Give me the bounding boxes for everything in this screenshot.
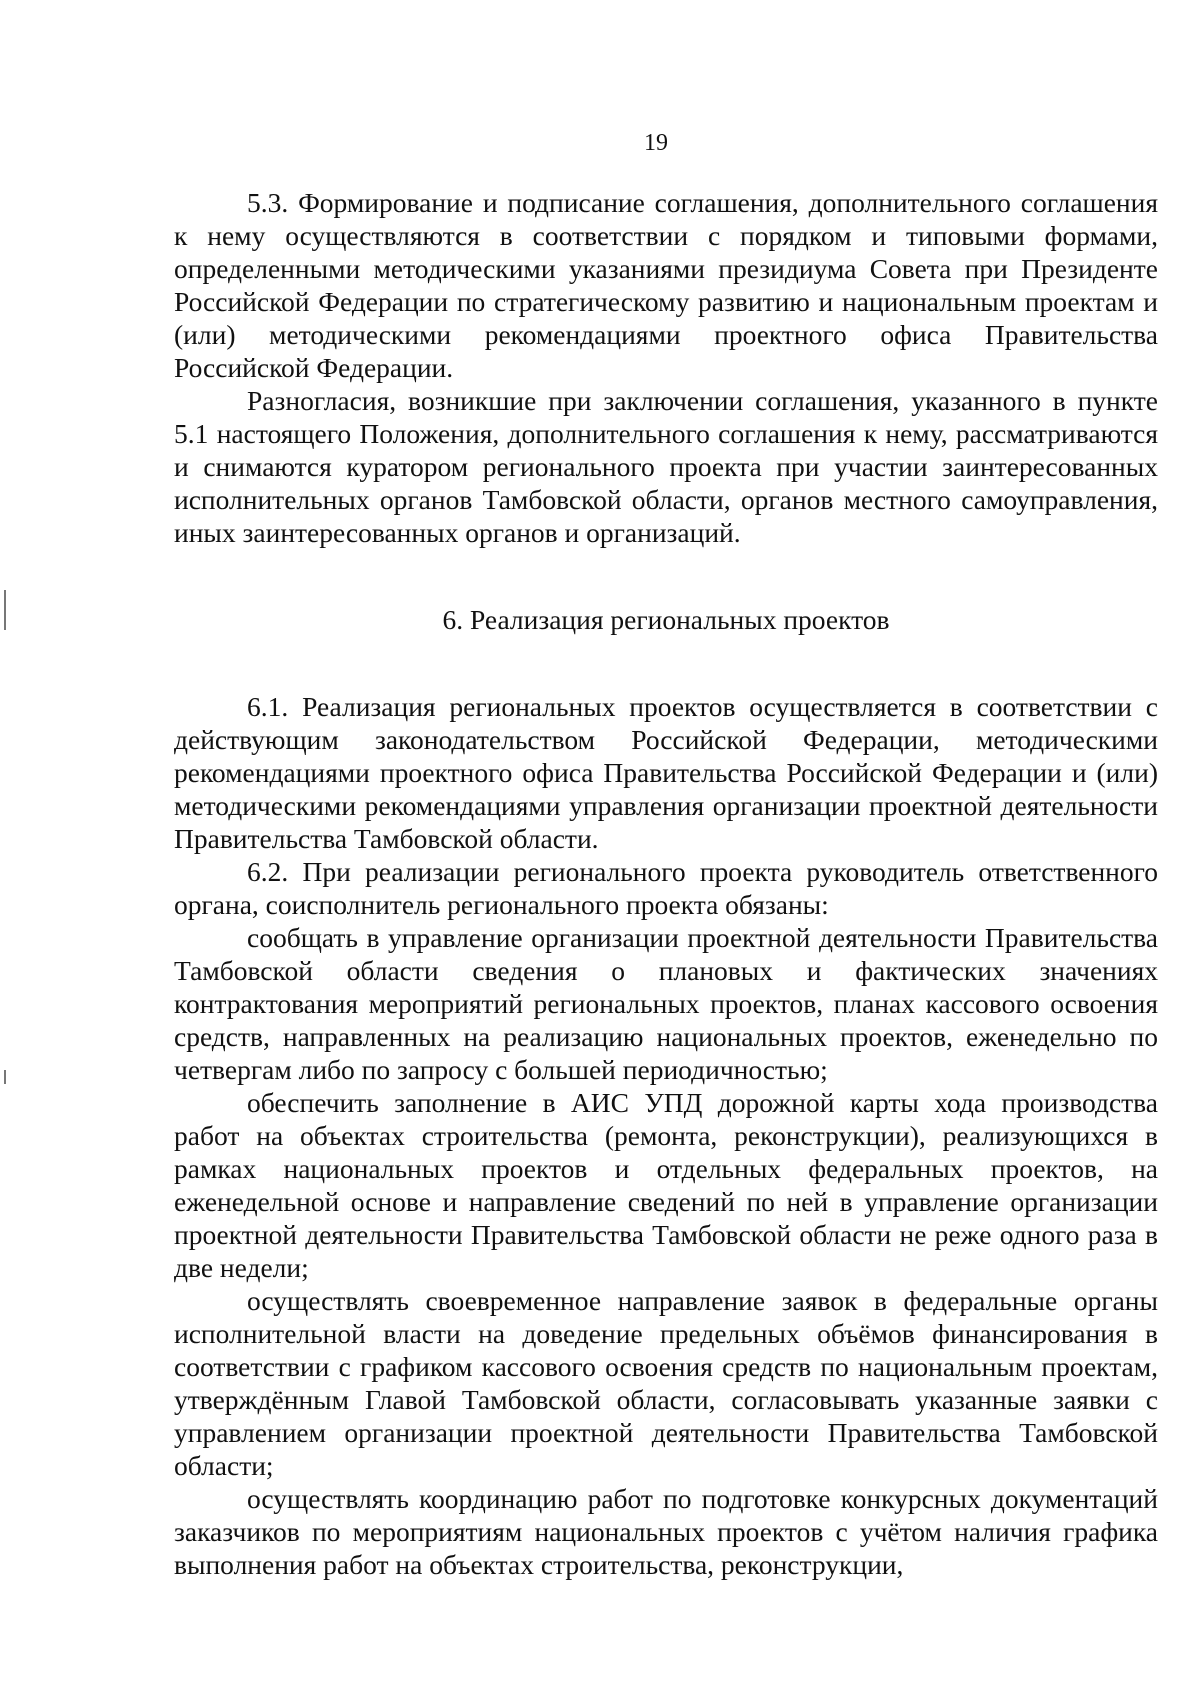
paragraph-5-3: 5.3. Формирование и подписание соглашения, дополнительного соглашения к нему осуществляются в соответствии с порядком и типовыми формами, определенными методическими указаниями президиума Совета при Президенте Российской Федерации по стратегическому развитию и национальным проектам и (или) методическими рекомендациями проектного офиса Правительства Российской Федерации. (174, 187, 1158, 383)
paragraph-6-2: 6.2. При реализации регионального проекта руководитель ответственного органа, соисполнитель регионального проекта обязаны: (174, 856, 1158, 920)
obligation-report: сообщать в управление организации проектной деятельности Правительства Тамбовской области сведения о плановых и фактических значениях контрактования мероприятий региональных проектов, планах кассового освоения средств, направленных на реализацию национальных проектов, еженедельно по четвергам либо по запросу с большей периодичностью; (174, 922, 1158, 1085)
obligation-coordination: осуществлять координацию работ по подготовке конкурсных документаций заказчиков по мероприятиям национальных проектов с учётом наличия графика выполнения работ на объектах строительства, реконструкции, (174, 1483, 1158, 1580)
obligation-requests: осуществлять своевременное направление заявок в федеральные органы исполнительной власти на доведение предельных объёмов финансирования в соответствии с графиком кассового освоения средств по национальным проектам, утверждённым Главой Тамбовской области, согласовывать указанные заявки с управлением организации проектной деятельности Правительства Тамбовской области; (174, 1285, 1158, 1481)
page-number: 19 (644, 130, 668, 156)
paragraph-disagreements: Разногласия, возникшие при заключении соглашения, указанного в пункте 5.1 настоящего Положения, дополнительного соглашения к нему, рассматриваются и снимаются куратором регионального проекта при участии заинтересованных исполнительных органов Тамбовской области, органов местного самоуправления, иных заинтересованных органов и организаций. (174, 385, 1158, 548)
obligation-roadmap: обеспечить заполнение в АИС УПД дорожной карты хода производства работ на объектах строительства (ремонта, реконструкции), реализующихся в рамках национальных проектов и отдельных федеральных проектов, на еженедельной основе и направление сведений по ней в управление организации проектной деятельности Правительства Тамбовской области не реже одного раза в две недели; (174, 1087, 1158, 1283)
paragraph-6-1: 6.1. Реализация региональных проектов осуществляется в соответствии с действующим законодательством Российской Федерации, методическими рекомендациями проектного офиса Правительства Российской Федерации и (или) методическими рекомендациями управления организации проектной деятельности Правительства Тамбовской области. (174, 691, 1158, 854)
scan-edge-mark (4, 590, 6, 630)
scan-edge-mark (4, 1070, 6, 1084)
document-body (174, 186, 1158, 1581)
section-heading: 6. Реализация региональных проектов (442, 604, 890, 635)
